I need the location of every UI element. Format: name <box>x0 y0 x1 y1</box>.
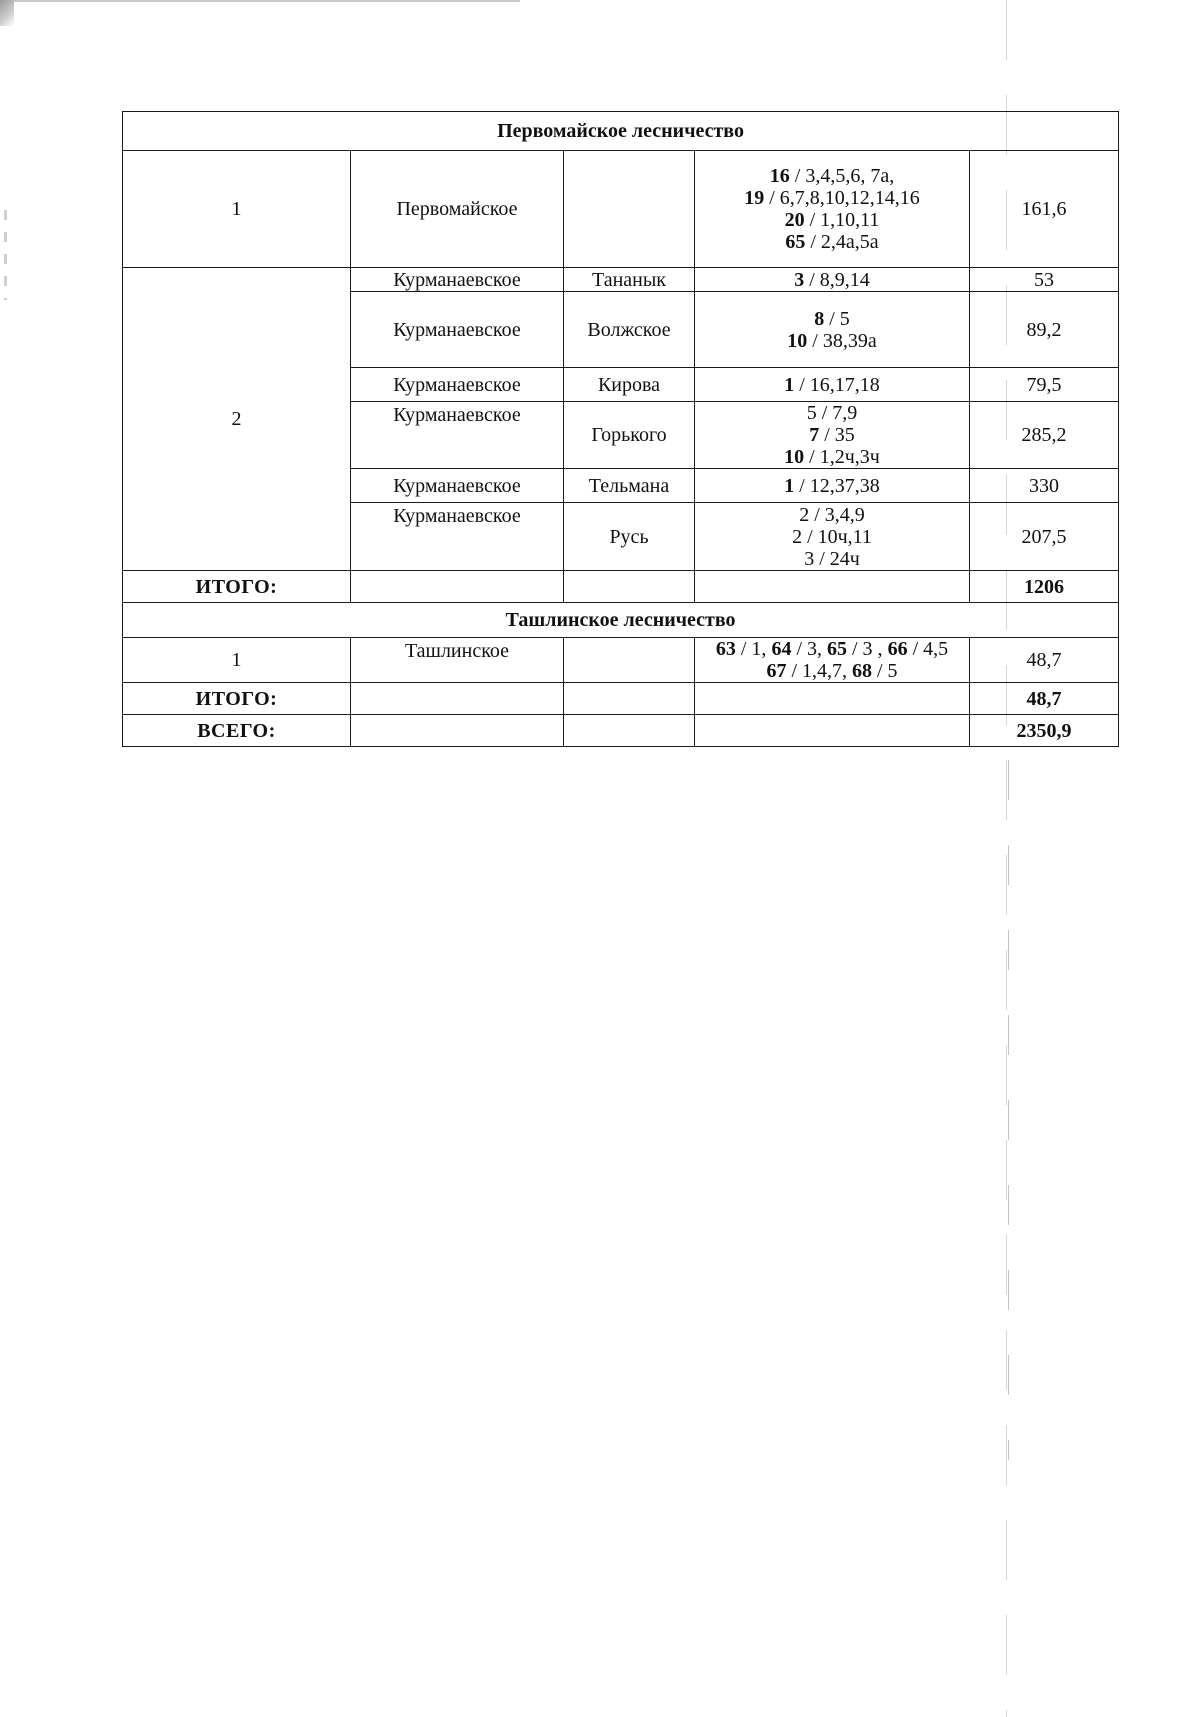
plot-list: / 8,9,14 <box>804 268 870 291</box>
scan-artifact-corner <box>0 0 14 26</box>
area-cell: 79,5 <box>970 368 1119 402</box>
plot-list: / 3,4,5,6, 7а, <box>789 165 895 187</box>
locality-cell: Волжское <box>564 292 695 368</box>
plot-list: / 3, <box>791 638 827 660</box>
empty-cell <box>351 715 564 747</box>
area-cell: 207,5 <box>970 503 1119 571</box>
quarter-number: 66 <box>887 638 908 660</box>
empty-cell <box>695 683 970 715</box>
quarters-cell <box>695 368 970 402</box>
forestry-table <box>122 111 1119 747</box>
quarter-number: 3 <box>794 268 805 291</box>
quarters-line <box>699 209 965 231</box>
quarters-line <box>699 548 965 570</box>
locality-cell: Тананык <box>564 268 695 292</box>
area-cell: 285,2 <box>970 402 1119 469</box>
quarter-number: 1 <box>784 474 795 497</box>
scan-artifact-left <box>4 210 7 300</box>
quarter-number: 68 <box>852 660 872 682</box>
locality-cell: Русь <box>564 503 695 571</box>
empty-cell <box>564 683 695 715</box>
table-row <box>123 151 1119 268</box>
empty-cell <box>695 715 970 747</box>
plot-list: / 35 <box>819 424 855 446</box>
plot-list: / 1,4,7, <box>786 660 852 682</box>
quarters-line <box>699 638 965 660</box>
area-cell: 161,6 <box>970 151 1119 268</box>
scan-artifact-top <box>0 0 520 2</box>
table-row <box>123 638 1119 683</box>
district-cell: Курманаевское <box>351 292 564 368</box>
plot-list: / 6,7,8,10,12,14,16 <box>764 187 920 209</box>
quarters-cell <box>695 268 970 292</box>
quarters-line <box>699 231 965 253</box>
district-cell: Курманаевское <box>351 503 564 571</box>
quarters-cell <box>695 151 970 268</box>
section-title-row <box>123 112 1119 151</box>
district-cell: Курманаевское <box>351 368 564 402</box>
row-number: 2 <box>123 268 351 571</box>
plot-list: 5 / 7,9 <box>806 402 858 424</box>
locality-cell <box>564 638 695 683</box>
quarter-number: 20 <box>784 209 805 231</box>
locality-cell <box>564 151 695 268</box>
area-cell: 89,2 <box>970 292 1119 368</box>
quarters-line <box>699 504 965 526</box>
quarter-number: 65 <box>785 231 806 253</box>
quarters-cell <box>695 469 970 503</box>
quarter-number: 8 <box>814 307 825 330</box>
area-cell: 53 <box>970 268 1119 292</box>
empty-cell <box>695 571 970 603</box>
quarter-number: 19 <box>744 187 765 209</box>
total-row <box>123 571 1119 603</box>
plot-list: / 5 <box>872 660 898 682</box>
district-cell: Первомайское <box>351 151 564 268</box>
plot-list: / 1,2ч,3ч <box>804 446 880 468</box>
district-cell: Курманаевское <box>351 402 564 469</box>
section-title: Ташлинское лесничество <box>123 603 1119 638</box>
area-cell: 330 <box>970 469 1119 503</box>
plot-list: / 5 <box>824 307 850 330</box>
locality-cell: Горького <box>564 402 695 469</box>
empty-cell <box>564 571 695 603</box>
total-row <box>123 683 1119 715</box>
empty-cell <box>351 683 564 715</box>
plot-list: / 3 , <box>847 638 888 660</box>
plot-list: / 4,5 <box>907 638 949 660</box>
locality-cell: Кирова <box>564 368 695 402</box>
table-row <box>123 268 1119 292</box>
grand-total-value: 2350,9 <box>970 715 1119 747</box>
quarter-number: 67 <box>766 660 787 682</box>
grand-total-label: ВСЕГО: <box>123 715 351 747</box>
plot-list: / 1, <box>735 638 772 660</box>
quarter-number: 10 <box>787 329 808 352</box>
total-label: ИТОГО: <box>123 683 351 715</box>
section-title: Первомайское лесничество <box>123 112 1119 151</box>
quarters-line <box>699 330 965 352</box>
empty-cell <box>351 571 564 603</box>
quarters-line <box>699 424 965 446</box>
quarters-line <box>699 308 965 330</box>
district-cell: Ташлинское <box>351 638 564 683</box>
plot-list: 3 / 24ч <box>804 547 860 570</box>
plot-list: / 38,39а <box>807 329 877 352</box>
empty-cell <box>564 715 695 747</box>
plot-list: / 16,17,18 <box>794 373 880 396</box>
district-cell: Курманаевское <box>351 268 564 292</box>
quarters-cell <box>695 503 970 571</box>
quarters-line <box>699 402 965 424</box>
quarter-number: 16 <box>769 165 790 187</box>
quarters-cell <box>695 402 970 469</box>
quarters-line <box>699 475 965 497</box>
plot-list: 2 / 3,4,9 <box>799 503 865 526</box>
plot-list: / 12,37,38 <box>794 474 880 497</box>
quarters-line <box>699 374 965 396</box>
row-number: 1 <box>123 638 351 683</box>
total-label: ИТОГО: <box>123 571 351 603</box>
district-cell: Курманаевское <box>351 469 564 503</box>
grand-total-row <box>123 715 1119 747</box>
quarters-line <box>699 446 965 468</box>
section-title-row <box>123 603 1119 638</box>
quarters-line <box>699 660 965 682</box>
total-value: 48,7 <box>970 683 1119 715</box>
quarter-number: 63 <box>715 638 736 660</box>
quarter-number: 7 <box>809 424 820 446</box>
total-value: 1206 <box>970 571 1119 603</box>
area-cell: 48,7 <box>970 638 1119 683</box>
quarter-number: 10 <box>784 446 805 468</box>
quarters-cell <box>695 638 970 683</box>
quarter-number: 1 <box>784 373 795 396</box>
quarter-number: 64 <box>771 638 792 660</box>
locality-cell: Тельмана <box>564 469 695 503</box>
quarters-line <box>699 269 965 291</box>
quarter-number: 65 <box>827 638 847 660</box>
plot-list: / 2,4а,5а <box>805 231 879 253</box>
plot-list: 2 / 10ч,11 <box>792 525 872 548</box>
quarters-line <box>699 165 965 187</box>
quarters-line <box>699 526 965 548</box>
plot-list: / 1,10,11 <box>804 209 880 231</box>
quarters-cell <box>695 292 970 368</box>
scan-artifact-right-lower <box>1008 760 1009 1460</box>
row-number: 1 <box>123 151 351 268</box>
quarters-line <box>699 187 965 209</box>
